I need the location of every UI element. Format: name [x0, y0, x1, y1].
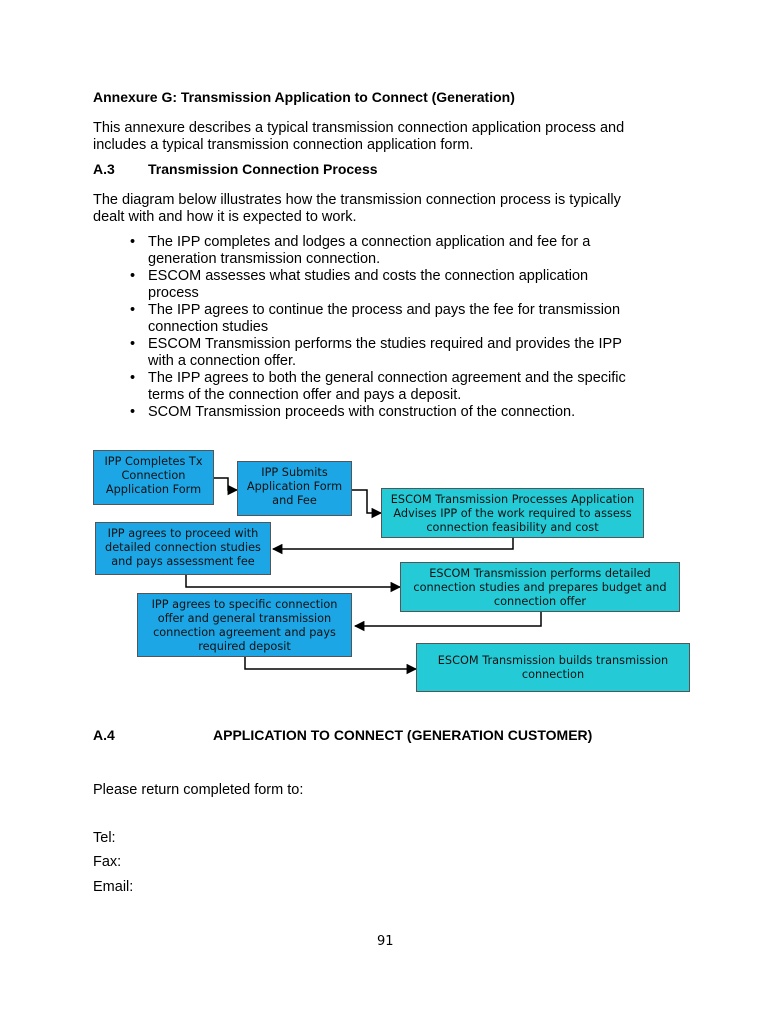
a3-para-line-2: dealt with and how it is expected to work. — [93, 209, 357, 225]
connector-1-2 — [214, 478, 237, 490]
connector-3-4 — [273, 538, 513, 549]
flow-step-escom-builds: ESCOM Transmission builds transmission connection — [416, 643, 690, 692]
connector-2-3 — [352, 490, 381, 513]
a3-para-line-1: The diagram below illustrates how the transmission connection process is typically — [93, 192, 621, 208]
connector-6-7 — [245, 657, 416, 669]
section-a4-number: A.4 — [93, 727, 115, 743]
section-a3-number: A.3 — [93, 161, 115, 177]
email-label: Email: — [93, 879, 134, 895]
bullet-item: • ESCOM Transmission performs the studies required and provides the IPP with a connection offer. — [128, 336, 688, 370]
return-instruction: Please return completed form to: — [93, 782, 304, 798]
bullet-item: • ESCOM assesses what studies and costs the connection application process — [128, 268, 688, 302]
flow-step-ipp-completes-form: IPP Completes Tx Connection Application Form — [93, 450, 214, 505]
bullet-item: • The IPP completes and lodges a connection application and fee for a generation transmission connection. — [128, 234, 688, 268]
intro-line-2: includes a typical transmission connection application form. — [93, 137, 474, 153]
flow-step-escom-processes: ESCOM Transmission Processes Application Advises IPP of the work required to assess connection feasibility and cost — [381, 488, 644, 538]
intro-line-1: This annexure describes a typical transmission connection application process and — [93, 120, 625, 136]
annexure-title: Annexure G: Transmission Application to Connect (Generation) — [93, 89, 515, 105]
flow-step-ipp-pays-assessment: IPP agrees to proceed with detailed connection studies and pays assessment fee — [95, 522, 271, 575]
section-a3-title: Transmission Connection Process — [148, 161, 378, 177]
bullet-item: • The IPP agrees to both the general connection agreement and the specific terms of the connection offer and pays a deposit. — [128, 370, 688, 404]
flow-step-escom-performs-studies: ESCOM Transmission performs detailed connection studies and prepares budget and connection offer — [400, 562, 680, 612]
page-number: 91 — [377, 934, 394, 949]
section-a4-title: APPLICATION TO CONNECT (GENERATION CUSTOMER) — [213, 727, 593, 743]
bullet-item: • SCOM Transmission proceeds with construction of the connection. — [128, 404, 688, 421]
flow-step-ipp-pays-deposit: IPP agrees to specific connection offer and general transmission connection agreement and pays required deposit — [137, 593, 352, 657]
flow-step-ipp-submits-form: IPP Submits Application Form and Fee — [237, 461, 352, 516]
connector-4-5 — [186, 575, 400, 587]
connector-5-6 — [355, 612, 541, 626]
fax-label: Fax: — [93, 854, 122, 870]
bullet-item: • The IPP agrees to continue the process and pays the fee for transmission connection studies — [128, 302, 688, 336]
tel-label: Tel: — [93, 830, 116, 846]
